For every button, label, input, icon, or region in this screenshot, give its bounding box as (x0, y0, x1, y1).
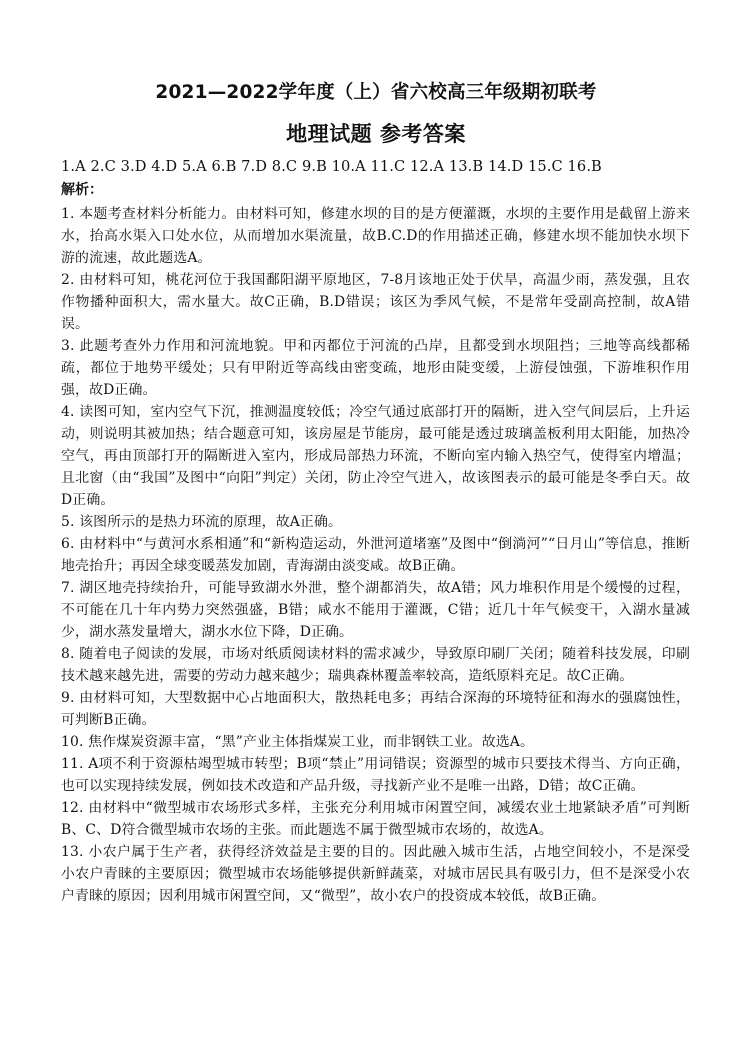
analysis-paragraph-13: 13. 小农户属于生产者，获得经济效益是主要的目的。因此融入城市生活，占地空间较小，不是深受小农户青睐的主要原因；微型城市农场能够提供新鲜蔬菜，对城市居民具有吸引力，但不是深受小农户青睐的原因；因利用城市闲置空间，又“微型”，故小农户的投资成本较低，故B正确。 (61, 844, 690, 904)
analysis-paragraph-9: 9. 由材料可知，大型数据中心占地面积大，散热耗电多；再结合深海的环境特征和海水的强腐蚀性，可判断B正确。 (61, 690, 690, 728)
analysis-paragraph-5: 5. 该图所示的是热力环流的原理，故A正确。 (61, 514, 343, 530)
analysis-paragraph-12: 12. 由材料中“微型城市农场形式多样，主张充分利用城市闲置空间，减缓农业土地紧缺矛盾”可判断B、C、D符合微型城市农场的主张。而此题选不属于微型城市农场的，故选A。 (61, 800, 690, 838)
analysis-paragraph-4: 4. 读图可知，室内空气下沉，推测温度较低；冷空气通过底部打开的隔断，进入空气间层后，上升运动，则说明其被加热；结合题意可知，该房屋是节能房，最可能是透过玻璃盖板利用太阳能，加热冷空气，再由顶部打开的隔断进入室内，形成局部热力环流，不断向室内输入热空气，使得室内增温；且北窗（由“我国”及图中“向阳”判定）关闭，防止冷空气进入，故该图表示的最可能是冬季白天。故D正确。 (61, 404, 690, 508)
analysis-paragraph-3: 3. 此题考查外力作用和河流地貌。甲和丙都位于河流的凸岸，且都受到水坝阻挡；三地等高线都稀疏，都位于地势平缓处；只有甲附近等高线由密变疏，地形由陡变缓，上游侵蚀强，下游堆积作用强，故D正确。 (61, 338, 690, 398)
analysis-paragraph-11: 11. A项不利于资源枯竭型城市转型；B项“禁止”用词错误；资源型的城市只要技术得当、方向正确，也可以实现持续发展，例如技术改造和产品升级，寻找新产业不是唯一出路，D错；故C正确。 (61, 756, 690, 794)
analysis-paragraph-10: 10. 焦作煤炭资源丰富，“黑”产业主体指煤炭工业，而非钢铁工业。故选A。 (61, 734, 535, 750)
exam-subtitle: 地理试题 参考答案 (286, 122, 466, 146)
analysis-paragraph-6: 6. 由材料中“与黄河水系相通”和“新构造运动，外泄河道堵塞”及图中“倒淌河”“日月山”等信息，推断地壳抬升；再因全球变暖蒸发加剧，青海湖由淡变咸。故B正确。 (61, 536, 690, 574)
analysis-label: 解析： (61, 182, 103, 198)
analysis-paragraph-2: 2. 由材料可知，桃花河位于我国鄱阳湖平原地区，7-8月该地正处于伏旱，高温少雨，蒸发强，且农作物播种面积大，需水量大。故C正确，B.D错误；该区为季风气候，不是常年受副高控制，故A错误。 (61, 272, 690, 332)
analysis-paragraph-1: 1. 本题考查材料分析能力。由材料可知，修建水坝的目的是方便灌溉，水坝的主要作用是截留上游来水，抬高水渠入口处水位，从而增加水渠流量，故B.C.D的作用描述正确，修建水坝不能加快水坝下游的流速，故此题选A。 (61, 206, 690, 266)
exam-title: 2021—2022学年度（上）省六校高三年级期初联考 (155, 82, 597, 103)
analysis-paragraph-7: 7. 湖区地壳持续抬升，可能导致湖水外泄，整个湖都消失，故A错；风力堆积作用是个缓慢的过程，不可能在几十年内势力突然强盛，B错；咸水不能用于灌溉，C错；近几十年气候变干，入湖水量减少，湖水蒸发量增大，湖水水位下降，D正确。 (61, 580, 690, 640)
analysis-body (61, 203, 690, 907)
answer-key-line: 1.A 2.C 3.D 4.D 5.A 6.B 7.D 8.C 9.B 10.A 11.C 12.A 13.B 14.D 15.C 16.B (61, 158, 602, 175)
analysis-paragraph-8: 8. 随着电子阅读的发展，市场对纸质阅读材料的需求减少，导致原印刷厂关闭；随着科技发展，印刷技术越来越先进，需要的劳动力越来越少；瑞典森林覆盖率较高，造纸原料充足。故C正确。 (61, 646, 690, 684)
